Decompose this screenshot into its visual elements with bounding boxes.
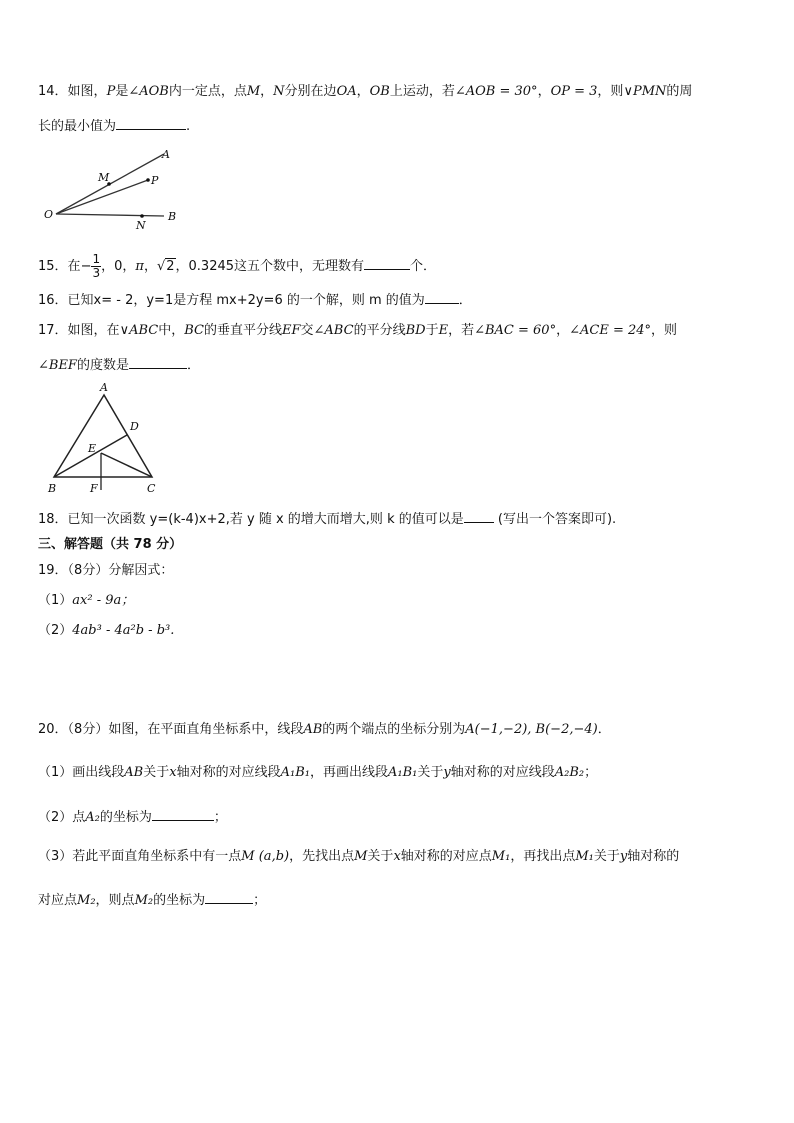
label-E: E <box>88 442 97 455</box>
point-N <box>140 214 144 218</box>
q17-line2: ∠BEF的度数是 ． <box>38 355 200 375</box>
q16-line: 16．已知x= - 2，y=1是方程 mx+2y=6 的一个解，则 m 的值为 ． <box>38 290 472 310</box>
label-P: P <box>151 174 159 187</box>
q20-part3-line1: （3）若此平面直角坐标系中有一点M (a,b)，先找出点M关于x轴对称的对应点M₁，再找出点M₁关于y轴对称的 <box>38 849 680 864</box>
q20-part2: （2）点A₂的坐标为 ； <box>38 807 227 827</box>
q14-figure <box>38 146 188 236</box>
answer-blank[interactable] <box>364 256 410 270</box>
label-A: A <box>100 381 108 394</box>
point-P <box>146 178 150 182</box>
fraction: $\frac{1}{3}$ <box>92 252 101 280</box>
answer-blank[interactable] <box>205 890 253 904</box>
answer-blank[interactable] <box>116 116 186 130</box>
q17-line1: 17．如图，在∨ABC中，BC的垂直平分线EF交∠ABC的平分线BD于E，若∠BAC = 60°，∠ACE = 24°，则 <box>38 323 678 338</box>
ray-OP <box>56 180 148 214</box>
answer-blank[interactable] <box>152 807 214 821</box>
q14-line1: 14．如图，P是∠AOB内一定点，点M，N分别在边OA，OB上运动，若∠AOB = 30°，OP = 3，则∨PMN的周 <box>38 84 693 99</box>
q19-part1: （1）ax² - 9a； <box>38 593 135 608</box>
answer-blank[interactable] <box>425 290 459 304</box>
q18-line: 18．已知一次函数 y=(k-4)x+2,若 y 随 x 的增大而增大,则 k 的值可以是 (写出一个答案即可). <box>38 509 616 529</box>
label-A: A <box>162 148 170 161</box>
label-O: O <box>44 208 54 221</box>
triangle-ABC <box>54 395 152 477</box>
label-B: B <box>48 482 57 495</box>
q19-part2: （2）4ab³ - 4a²b - b³. <box>38 623 175 638</box>
q19-heading: 19．（8分）分解因式： <box>38 563 174 578</box>
label-D: D <box>130 420 139 433</box>
answer-blank[interactable] <box>129 355 187 369</box>
label-M: M <box>98 171 110 184</box>
q20-part1: （1）画出线段AB关于x轴对称的对应线段A₁B₁，再画出线段A₁B₁关于y轴对称的对应线段A₂B₂； <box>38 765 598 780</box>
answer-blank[interactable] <box>464 509 494 523</box>
q14-number: 14． <box>38 84 68 99</box>
label-B: B <box>168 210 177 223</box>
q17-figure <box>44 380 164 498</box>
q15-line: 15．在− $\frac{1}{3}$ ，0，π，√2，0.3245这五个数中，无理数有 个． <box>38 252 437 280</box>
section-heading: 三、解答题（共 78 分） <box>38 537 183 552</box>
label-N: N <box>136 219 146 232</box>
q14-line2: 长的最小值为 . <box>38 116 190 136</box>
q20-line1: 20．（8分）如图，在平面直角坐标系中，线段AB的两个端点的坐标分别为A(−1,−2), B(−2,−4)． <box>38 722 611 737</box>
q20-number: 20． <box>38 722 68 737</box>
label-F: F <box>90 482 98 495</box>
label-C: C <box>147 482 156 495</box>
ray-OB <box>56 214 164 216</box>
q20-part3-line2: 对应点M₂，则点M₂的坐标为 ； <box>38 890 266 910</box>
q15-number: 15． <box>38 259 68 274</box>
q17-number: 17． <box>38 323 68 338</box>
